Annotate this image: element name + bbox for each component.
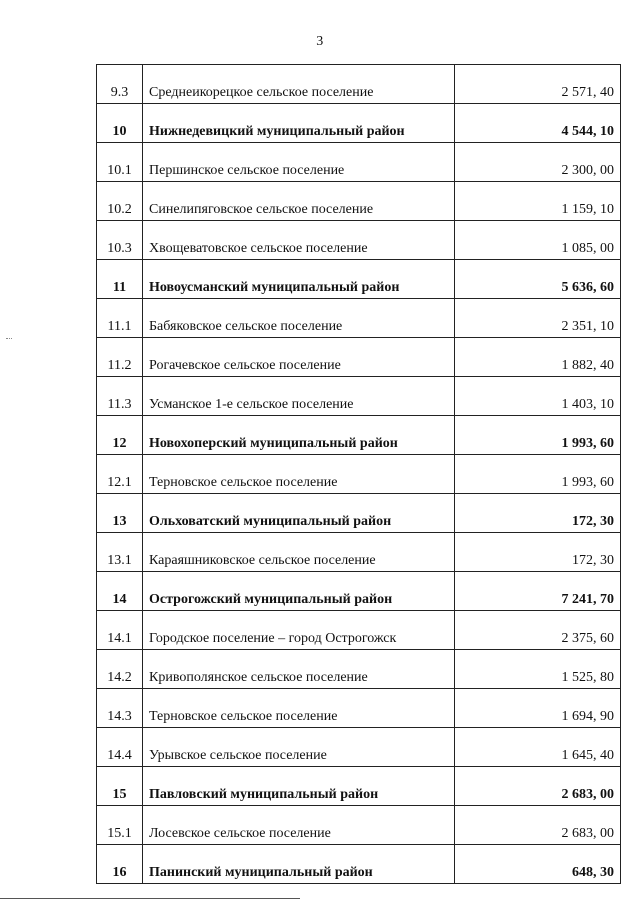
row-number: 11 <box>97 260 143 299</box>
row-name: Рогачевское сельское поселение <box>143 338 455 377</box>
row-number: 10 <box>97 104 143 143</box>
district-row <box>97 845 621 884</box>
settlement-row <box>97 182 621 221</box>
settlement-row <box>97 611 621 650</box>
row-number: 11.2 <box>97 338 143 377</box>
row-value: 172, 30 <box>455 494 621 533</box>
row-value: 1 159, 10 <box>455 182 621 221</box>
row-number: 10.3 <box>97 221 143 260</box>
row-name: Караяшниковское сельское поселение <box>143 533 455 572</box>
footnote-separator <box>0 898 300 899</box>
row-number: 11.1 <box>97 299 143 338</box>
row-number: 13.1 <box>97 533 143 572</box>
row-number: 10.1 <box>97 143 143 182</box>
settlement-row <box>97 806 621 845</box>
row-name: Ольховатский муниципальный район <box>143 494 455 533</box>
row-name: Першинское сельское поселение <box>143 143 455 182</box>
row-value: 4 544, 10 <box>455 104 621 143</box>
row-number: 12 <box>97 416 143 455</box>
row-value: 1 525, 80 <box>455 650 621 689</box>
row-value: 2 571, 40 <box>455 65 621 104</box>
row-name: Панинский муниципальный район <box>143 845 455 884</box>
row-number: 14 <box>97 572 143 611</box>
row-value: 2 375, 60 <box>455 611 621 650</box>
settlement-row <box>97 650 621 689</box>
row-name: Терновское сельское поселение <box>143 455 455 494</box>
row-name: Кривополянское сельское поселение <box>143 650 455 689</box>
settlement-row <box>97 377 621 416</box>
settlement-row <box>97 533 621 572</box>
row-name: Терновское сельское поселение <box>143 689 455 728</box>
row-number: 12.1 <box>97 455 143 494</box>
settlement-row <box>97 689 621 728</box>
row-number: 15.1 <box>97 806 143 845</box>
district-row <box>97 767 621 806</box>
settlement-row <box>97 455 621 494</box>
row-number: 10.2 <box>97 182 143 221</box>
row-number: 14.2 <box>97 650 143 689</box>
settlement-row <box>97 143 621 182</box>
row-number: 14.1 <box>97 611 143 650</box>
row-number: 13 <box>97 494 143 533</box>
settlement-row <box>97 299 621 338</box>
row-number: 14.3 <box>97 689 143 728</box>
district-row <box>97 572 621 611</box>
allocation-table <box>96 64 621 884</box>
row-name: Павловский муниципальный район <box>143 767 455 806</box>
row-name: Новохоперский муниципальный район <box>143 416 455 455</box>
row-value: 1 993, 60 <box>455 455 621 494</box>
row-name: Среднеикорецкое сельское поселение <box>143 65 455 104</box>
row-value: 2 683, 00 <box>455 767 621 806</box>
row-name: Урывское сельское поселение <box>143 728 455 767</box>
row-value: 1 085, 00 <box>455 221 621 260</box>
row-value: 1 993, 60 <box>455 416 621 455</box>
row-number: 11.3 <box>97 377 143 416</box>
row-number: 15 <box>97 767 143 806</box>
settlement-row <box>97 65 621 104</box>
row-value: 1 882, 40 <box>455 338 621 377</box>
settlement-row <box>97 338 621 377</box>
row-name: Лосевское сельское поселение <box>143 806 455 845</box>
row-value: 2 351, 10 <box>455 299 621 338</box>
row-value: 7 241, 70 <box>455 572 621 611</box>
row-number: 16 <box>97 845 143 884</box>
row-name: Городское поселение – город Острогожск <box>143 611 455 650</box>
row-name: Хвощеватовское сельское поселение <box>143 221 455 260</box>
margin-mark <box>6 338 12 340</box>
district-row <box>97 494 621 533</box>
row-name: Новоусманский муниципальный район <box>143 260 455 299</box>
row-name: Бабяковское сельское поселение <box>143 299 455 338</box>
row-value: 5 636, 60 <box>455 260 621 299</box>
settlement-row <box>97 728 621 767</box>
district-row <box>97 104 621 143</box>
row-value: 1 694, 90 <box>455 689 621 728</box>
page-number: 3 <box>316 34 324 49</box>
row-value: 2 300, 00 <box>455 143 621 182</box>
row-value: 648, 30 <box>455 845 621 884</box>
row-number: 14.4 <box>97 728 143 767</box>
row-name: Острогожский муниципальный район <box>143 572 455 611</box>
district-row <box>97 416 621 455</box>
row-value: 2 683, 00 <box>455 806 621 845</box>
table-body <box>97 65 621 884</box>
row-name: Нижнедевицкий муниципальный район <box>143 104 455 143</box>
row-name: Усманское 1-е сельское поселение <box>143 377 455 416</box>
row-name: Синелипяговское сельское поселение <box>143 182 455 221</box>
row-value: 1 403, 10 <box>455 377 621 416</box>
row-number: 9.3 <box>97 65 143 104</box>
district-row <box>97 260 621 299</box>
row-value: 172, 30 <box>455 533 621 572</box>
settlement-row <box>97 221 621 260</box>
row-value: 1 645, 40 <box>455 728 621 767</box>
